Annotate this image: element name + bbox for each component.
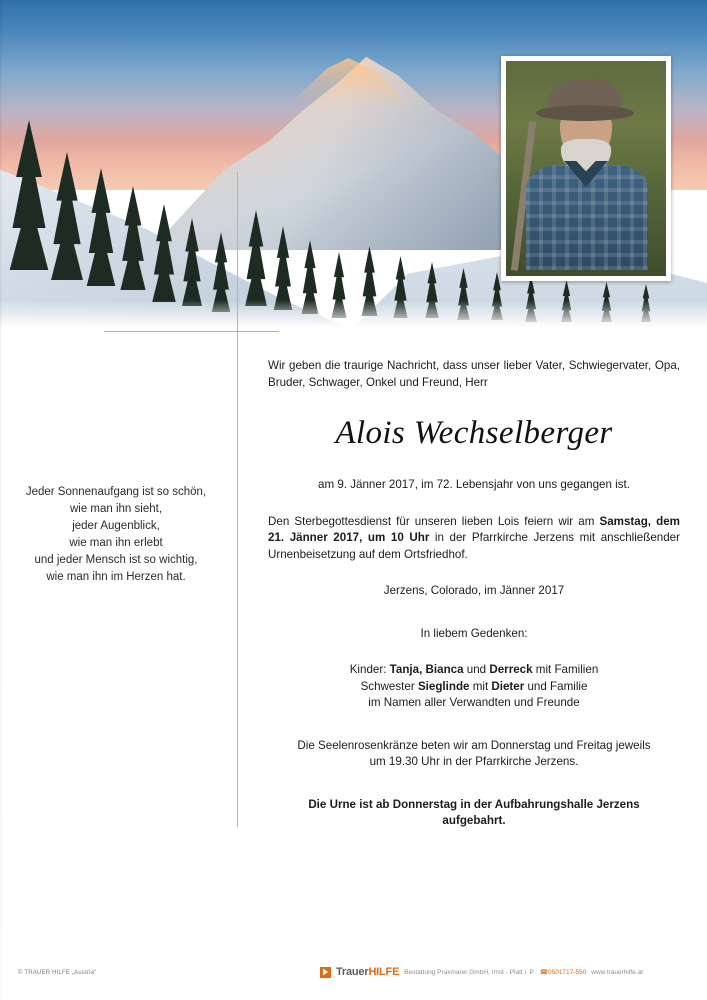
urn-line-2: aufgebahrt. xyxy=(442,814,506,827)
funeral-service-paragraph xyxy=(268,514,680,564)
logo-wordmark xyxy=(336,966,399,978)
sister-line xyxy=(268,679,680,696)
copyright-notice: © TRAUER HILFE „Austria" xyxy=(18,970,97,976)
sister-partner-name: Dieter xyxy=(491,679,525,693)
memorial-verse xyxy=(18,484,214,586)
deceased-name: Alois Wechselberger xyxy=(335,415,613,451)
place-and-date: Jerzens, Colorado, im Jänner 2017 xyxy=(383,584,565,597)
verse-line: und jeder Mensch ist so wichtig, xyxy=(34,554,198,566)
publisher-phone[interactable]: ☎0501717-550 xyxy=(539,969,587,976)
trauerhilfe-logo-icon xyxy=(320,967,331,978)
children-line xyxy=(268,662,680,679)
urn-line-1: Die Urne ist ab Donnerstag in der Aufbahrungshalle Jerzens xyxy=(308,797,640,811)
logo-trauer-text: Trauer xyxy=(336,966,369,978)
sister-suffix: und Familie xyxy=(524,679,588,693)
death-date-line: am 9. Jänner 2017, im 72. Lebensjahr von uns gegangen ist. xyxy=(318,478,630,491)
publisher-footer xyxy=(320,966,643,978)
service-day: Samstag, xyxy=(599,514,652,528)
obituary-text xyxy=(268,358,680,830)
service-text-part1: Den Sterbegottesdienst für unseren lieben Lois feiern wir am xyxy=(268,514,600,528)
sister-mid: mit xyxy=(469,679,492,693)
page-edge xyxy=(0,0,2,1000)
children-suffix: mit Familien xyxy=(532,663,599,676)
sister-name: Sieglinde xyxy=(417,679,470,693)
verse-line: wie man ihn sieht, xyxy=(69,503,163,515)
children-last-name: Derreck xyxy=(489,663,533,676)
horizontal-divider xyxy=(104,331,279,332)
service-datetime: dem 21. Jänner 2017, um 10 Uhr xyxy=(268,514,680,544)
intro-paragraph: Wir geben die traurige Nachricht, dass unser lieber Vater, Schwiegervater, Opa, Bruder, Schwager, Onkel und Freund, Herr xyxy=(268,359,680,389)
publisher-company: Bestattung Praxmarer GmbH, Imst - Platt i. P. xyxy=(404,968,535,976)
children-names: Tanja, Bianca xyxy=(389,663,464,676)
children-and: und xyxy=(463,663,490,676)
verse-line: jeder Augenblick, xyxy=(72,520,160,532)
hat-brim xyxy=(536,105,634,121)
sister-prefix: Schwester xyxy=(360,679,418,693)
verse-line: wie man ihn im Herzen hat. xyxy=(46,571,186,583)
portrait-inner xyxy=(506,61,666,276)
verse-line: wie man ihn erlebt xyxy=(69,537,163,549)
family-closing-line: im Namen aller Verwandten und Freunde xyxy=(368,696,580,709)
remembrance-heading: In liebem Gedenken: xyxy=(420,626,528,640)
service-text-part2: in der Pfarrkirche Jerzens mit anschließender Urnenbeisetzung auf dem Ortsfriedhof. xyxy=(268,531,680,561)
rosary-line-2: um 19.30 Uhr in der Pfarrkirche Jerzens. xyxy=(369,755,579,768)
verse-line: Jeder Sonnenaufgang ist so schön, xyxy=(25,486,207,498)
publisher-url[interactable]: www.trauerhilfe.at xyxy=(591,968,643,976)
children-prefix: Kinder: xyxy=(349,663,390,676)
rosary-line-1: Die Seelenrosenkränze beten wir am Donnerstag und Freitag jeweils xyxy=(297,738,651,752)
photo-fade xyxy=(0,300,707,330)
logo-hilfe-text: HILFE xyxy=(368,966,400,978)
portrait-photo xyxy=(501,56,671,281)
vertical-divider xyxy=(237,172,238,827)
